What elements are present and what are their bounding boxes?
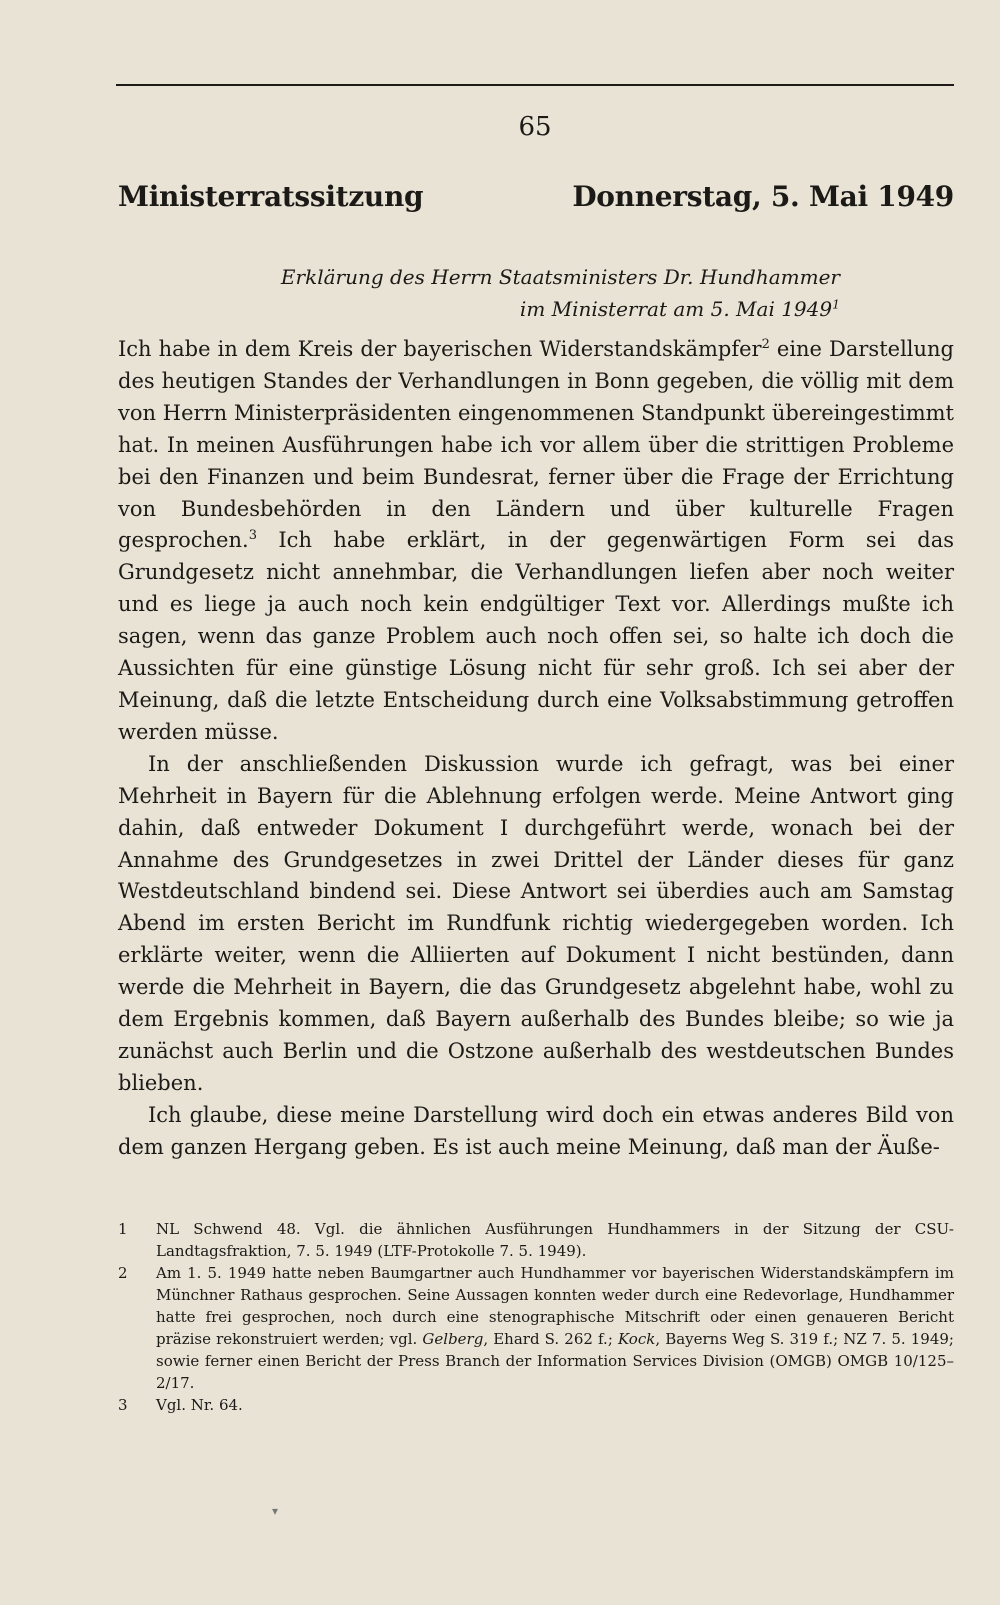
subtitle-line-2 — [118, 297, 840, 321]
paragraph-1 — [118, 334, 954, 749]
subtitle-line-2-text: im Ministerrat am 5. Mai 1949 — [519, 297, 833, 321]
footnote-text — [156, 1262, 954, 1394]
footnote-text-part: , Ehard S. 262 f.; — [483, 1330, 618, 1348]
header-date: Donnerstag, 5. Mai 1949 — [572, 180, 954, 213]
footnote-text-part: , Bayerns Weg S. 319 f.; NZ 7. 5. 1949; sowie ferner einen Bericht der Press Branch der Information Services Division (OMGB) OMGB 10/125–2/17. — [156, 1330, 954, 1392]
paragraph-2: In der anschließenden Diskussion wurde ich gefragt, was bei einer Mehrheit in Bayern für die Ablehnung erfolgen werde. Meine Antwort ging dahin, daß entweder Dokument I durchgeführt werde, wonach bei der Annahme des Grundgesetzes in zwei Drittel der Länder dieses für ganz Westdeutschland bindend sei. Diese Antwort sei überdies auch am Samstag Abend im ersten Bericht im Rundfunk richtig wiedergegeben worden. Ich erklärte weiter, wenn die Alliierten auf Dokument I nicht bestünden, dann werde die Mehrheit in Bayern, die das Grundgesetz abgelehnt habe, wohl zu dem Ergebnis kommen, daß Bayern außerhalb des Bundes bleibe; so wie ja zunächst auch Berlin und die Ostzone außerhalb des westdeutschen Bundes blieben. — [118, 751, 954, 1095]
footnote-text: NL Schwend 48. Vgl. die ähnlichen Ausführungen Hundhammers in der Sitzung der CSU-Landtagsfraktion, 7. 5. 1949 (LTF-Protokolle 7. 5. 1949). — [156, 1220, 954, 1260]
document-number: 65 — [518, 112, 552, 142]
page-header — [118, 180, 954, 213]
footnotes — [118, 1218, 954, 1416]
paragraph-1-part-a: Ich habe in dem Kreis der bayerischen Widerstandskämpfer — [118, 337, 762, 361]
footnote-number: 1 — [118, 1220, 128, 1238]
footnote-number: 3 — [118, 1396, 128, 1414]
print-mark: ▾ — [272, 1504, 279, 1518]
footnote — [118, 1262, 954, 1394]
author-name: Gelberg — [422, 1330, 484, 1348]
footnote — [118, 1394, 954, 1416]
header-rule — [116, 84, 954, 86]
subtitle-line-1: Erklärung des Herrn Staatsministers Dr. Hundhammer — [280, 265, 840, 289]
paragraph-1-part-b: eine Darstellung des heutigen Standes der Verhandlungen in Bonn gegeben, die völlig mit dem von Herrn Ministerpräsidenten eingenommenen Standpunkt übereingestimmt hat. In meinen Ausführungen habe ich vor allem über die strittigen Probleme bei den Finanzen und beim Bundesrat, ferner über die Frage der Errichtung von Bundesbehörden in den Ländern und über kulturelle Fragen gesprochen. — [118, 337, 954, 553]
footnote-text: Vgl. Nr. 64. — [156, 1396, 243, 1414]
header-meeting-title: Ministerratssitzung — [118, 180, 424, 213]
footnote-ref: 3 — [248, 528, 257, 544]
body-text — [118, 334, 954, 1164]
paragraph-3: Ich glaube, diese meine Darstellung wird doch ein etwas anderes Bild von dem ganzen Hergang geben. Es ist auch meine Meinung, daß man der Äuße- — [118, 1102, 954, 1159]
footnote-text-part: Am 1. 5. 1949 hatte neben Baumgartner auch Hundhammer vor bayerischen Widerstandskämpfern im Münchner Rathaus gesprochen. Seine Aussagen konnten weder durch eine Redevorlage, Hundhammer hatte frei gesprochen, noch durch eine stenographische Mitschrift oder einen genaueren Bericht präzise rekonstruiert werden; vgl. — [156, 1264, 954, 1348]
footnote-ref: 1 — [832, 296, 840, 312]
footnote-number: 2 — [118, 1264, 128, 1282]
footnote — [118, 1218, 954, 1262]
author-name: Kock — [617, 1330, 656, 1348]
footnote-ref: 2 — [761, 337, 770, 352]
paragraph-1-part-c: Ich habe erklärt, in der gegenwärtigen Form sei das Grundgesetz nicht annehmbar, die Verhandlungen liefen aber noch weiter und es liege ja auch noch kein endgültiger Text vor. Allerdings mußte ich sagen, wenn das ganze Problem auch noch offen sei, so halte ich doch die Aussichten für eine günstige Lösung nicht für sehr groß. Ich sei aber der Meinung, daß die letzte Entscheidung durch eine Volksabstimmung getroffen werden müsse. — [118, 528, 954, 744]
